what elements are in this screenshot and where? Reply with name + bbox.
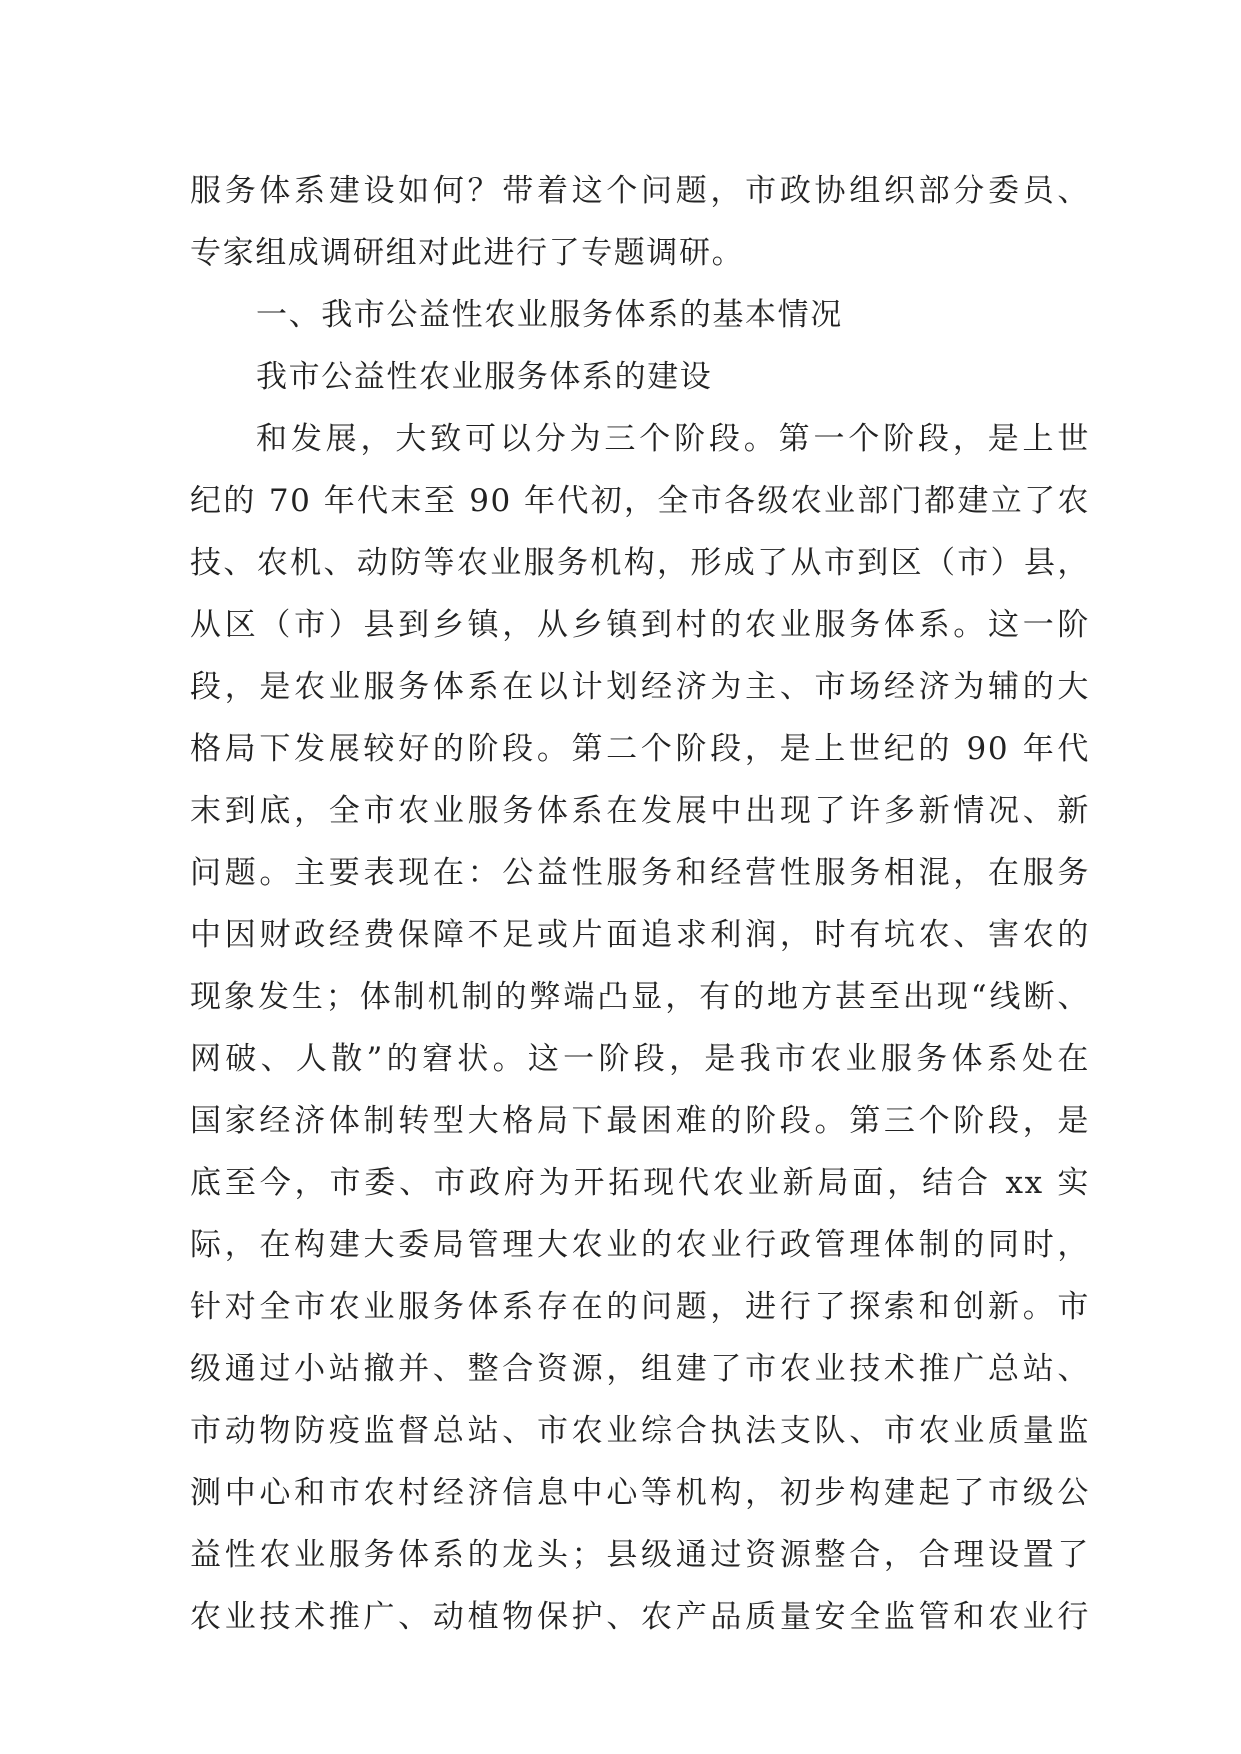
text-line: 纪的 70 年代末至 90 年代初，全市各级农业部门都建立了农 [190,483,1090,519]
text-line: 段，是农业服务体系在以计划经济为主、市场经济为辅的大 [190,669,1090,705]
text-line: 市动物防疫监督总站、市农业综合执法支队、市农业质量监 [190,1413,1090,1449]
text-line: 末到底，全市农业服务体系在发展中出现了许多新情况、新 [190,793,1090,829]
text-line: 网破、人散”的窘状。这一阶段，是我市农业服务体系处在 [190,1041,1090,1077]
text-line: 国家经济体制转型大格局下最困难的阶段。第三个阶段，是 [190,1103,1090,1139]
text-line: 格局下发展较好的阶段。第二个阶段，是上世纪的 90 年代 [190,731,1090,767]
text-line: 专家组成调研组对此进行了专题调研。 [190,235,745,271]
text-line: 技、农机、动防等农业服务机构，形成了从市到区（市）县， [190,545,1090,581]
text-line: 针对全市农业服务体系存在的问题，进行了探索和创新。市 [190,1289,1090,1325]
text-line: 底至今，市委、市政府为开拓现代农业新局面，结合 xx 实 [190,1165,1090,1201]
text-line: 测中心和市农村经济信息中心等机构，初步构建起了市级公 [190,1475,1090,1511]
text-line: 中因财政经费保障不足或片面追求利润，时有坑农、害农的 [190,917,1090,953]
section-heading: 一、我市公益性农业服务体系的基本情况 [256,297,843,333]
text-line: 益性农业服务体系的龙头；县级通过资源整合，合理设置了 [190,1537,1090,1573]
text-line: 我市公益性农业服务体系的建设 [256,359,713,395]
text-line: 服务体系建设如何？带着这个问题，市政协组织部分委员、 [190,173,1090,209]
text-line: 从区（市）县到乡镇，从乡镇到村的农业服务体系。这一阶 [190,607,1090,643]
text-line: 农业技术推广、动植物保护、农产品质量安全监管和农业行 [190,1599,1090,1635]
text-line: 现象发生；体制机制的弊端凸显，有的地方甚至出现“线断、 [190,979,1090,1015]
text-line: 级通过小站撤并、整合资源，组建了市农业技术推广总站、 [190,1351,1090,1387]
text-line: 问题。主要表现在：公益性服务和经营性服务相混，在服务 [190,855,1090,891]
text-line: 际，在构建大委局管理大农业的农业行政管理体制的同时， [190,1227,1090,1263]
body-text [190,160,1090,1648]
text-line: 和发展，大致可以分为三个阶段。第一个阶段，是上世 [256,421,1090,457]
